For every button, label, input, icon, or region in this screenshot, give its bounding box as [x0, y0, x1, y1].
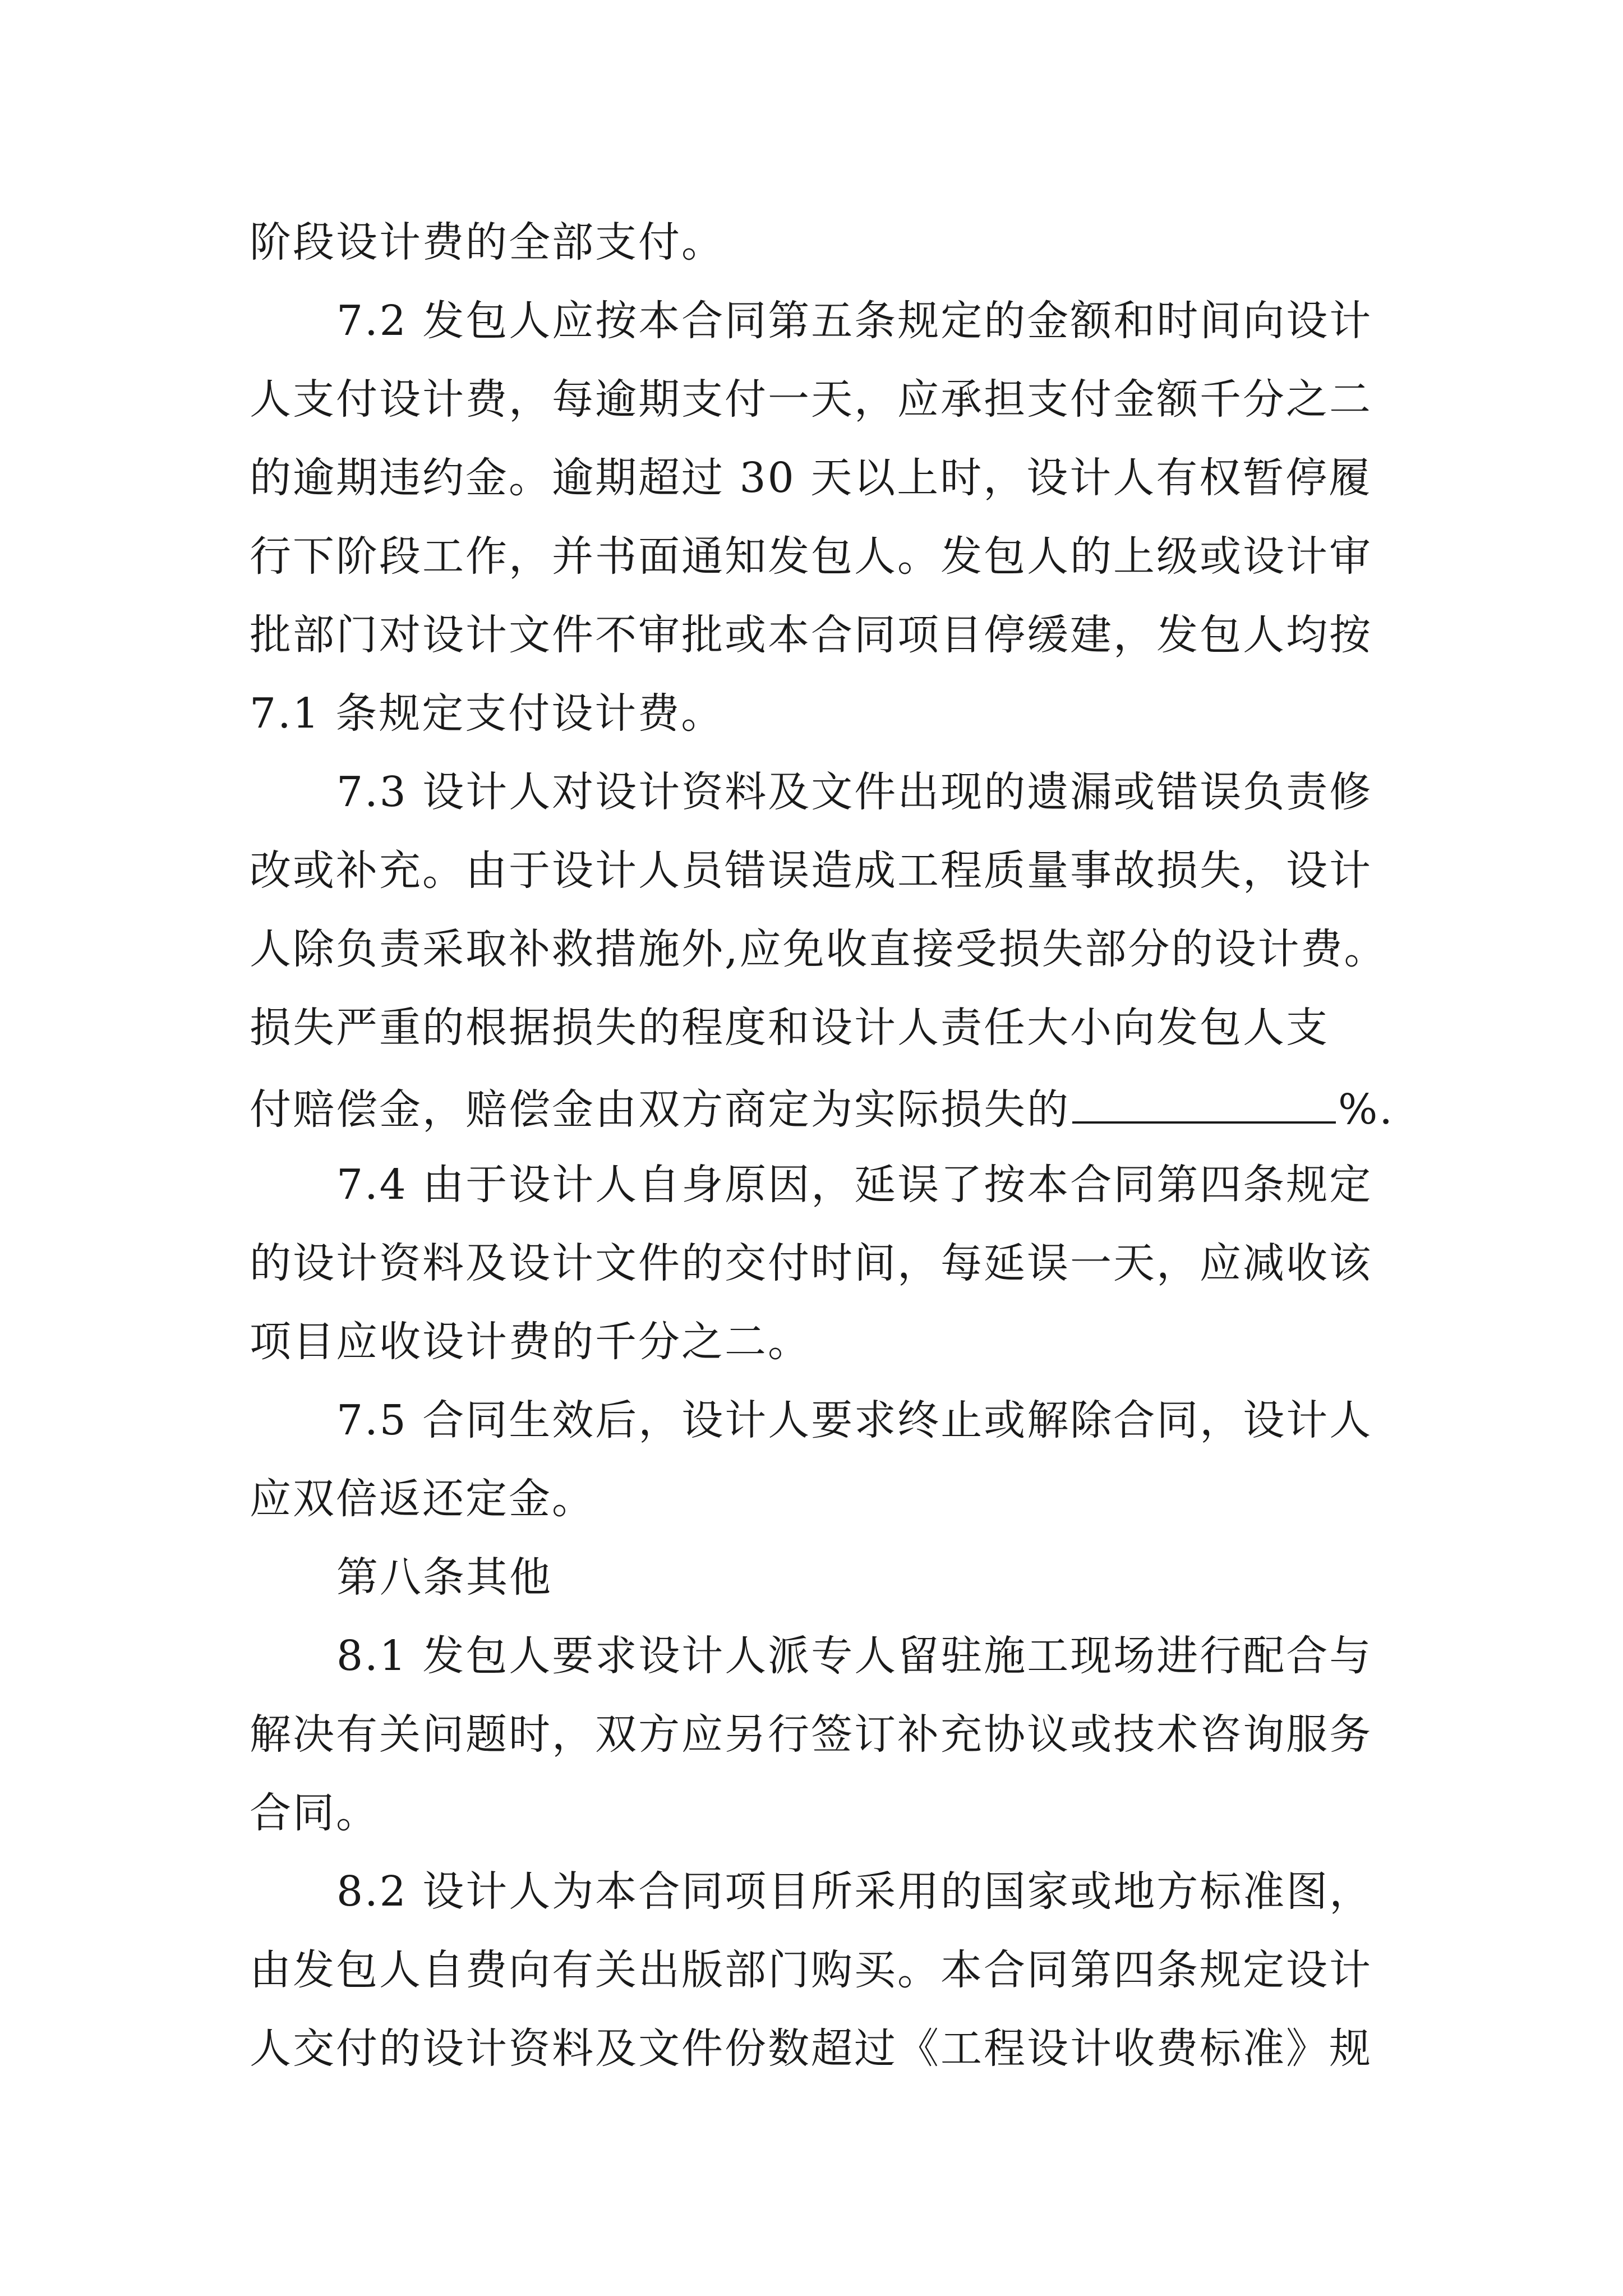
clause-7-4: 7.4 由于设计人自身原因，延误了按本合同第四条规定: [336, 1161, 1373, 1209]
text-line: 应双倍返还定金。: [250, 1475, 595, 1523]
text-line: 由发包人自费向有关出版部门购买。本合同第四条规定设计: [250, 1946, 1372, 1994]
text-line: 解决有关问题时，双方应另行签订补充协议或技术咨询服务: [250, 1710, 1372, 1759]
text-line: 项目应收设计费的千分之二。: [250, 1318, 811, 1366]
text-line: 阶段设计费的全部支付。: [250, 218, 725, 266]
text-line-with-blank: [250, 1085, 1394, 1134]
clause-7-5: 7.5 合同生效后，设计人要求终止或解除合同，设计人: [336, 1396, 1373, 1444]
text-line: 的设计资料及设计文件的交付时间，每延误一天，应减收该: [250, 1239, 1372, 1287]
clause-7-2: 7.2 发包人应按本合同第五条规定的金额和时间向设计: [336, 297, 1373, 345]
fill-in-blank: [1072, 1085, 1336, 1124]
clause-7-3: 7.3 设计人对设计资料及文件出现的遗漏或错误负责修: [336, 768, 1373, 816]
section-heading: 第八条其他: [336, 1553, 552, 1602]
text-line: 合同。: [250, 1789, 379, 1837]
text-fragment: 付赔偿金，赔偿金由双方商定为实际损失的: [250, 1085, 1070, 1134]
percent-sign: %.: [1338, 1085, 1394, 1134]
clause-8-1: 8.1 发包人要求设计人派专人留驻施工现场进行配合与: [336, 1632, 1373, 1680]
text-line: 人支付设计费，每逾期支付一天，应承担支付金额千分之二: [250, 375, 1372, 424]
text-line: 7.1 条规定支付设计费。: [250, 689, 725, 738]
text-line: 行下阶段工作，并书面通知发包人。发包人的上级或设计审: [250, 532, 1372, 581]
text-line: 批部门对设计文件不审批或本合同项目停缓建，发包人均按: [250, 611, 1372, 659]
text-line: 的逾期违约金。逾期超过 30 天以上时，设计人有权暂停履: [250, 454, 1372, 502]
clause-8-2: 8.2 设计人为本合同项目所采用的国家或地方标准图，: [336, 1867, 1373, 1916]
text-line: 人除负责采取补救措施外,应免收直接受损失部分的设计费。: [250, 925, 1387, 973]
text-line: 人交付的设计资料及文件份数超过《工程设计收费标准》规: [250, 2024, 1372, 2073]
text-line: 改或补充。由于设计人员错误造成工程质量事故损失，设计: [250, 846, 1372, 895]
text-line: 损失严重的根据损失的程度和设计人责任大小向发包人支: [250, 1004, 1329, 1052]
